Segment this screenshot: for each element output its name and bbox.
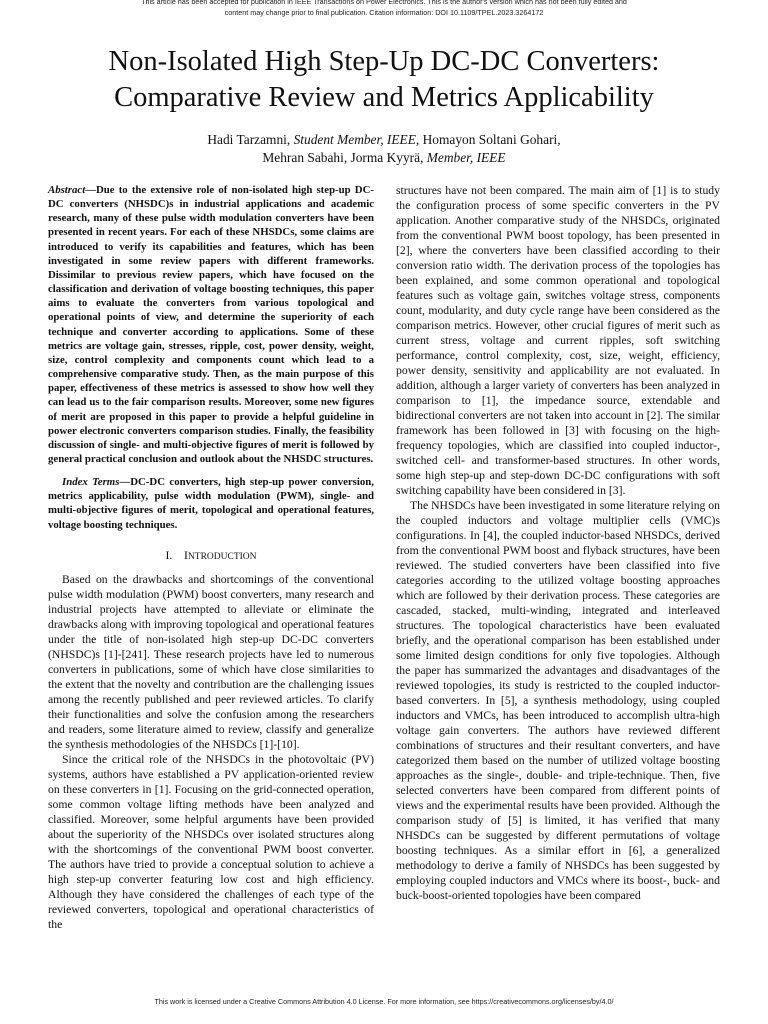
abstract-body: —Due to the extensive role of non-isolated high step-up DC-DC converters (NHSDC)s in industrial applications and academic research, many of these pulse width modulation converters have been presented in recent years. For each of these NHSDCs, some claims are introduced to verify its capabilities and features, which has been investigated in some review papers with different frameworks. Dissimilar to previous review papers, which have focused on the classification and derivation of voltage boosting techniques, this paper aims to evaluate the converters from various topological and operational points of view, and determine the superiority of each technique and converter according to applications. Some of these metrics are voltage gain, stresses, ripple, cost, power density, weight, size, control complexity and components count which lead to a comprehensive comparative study. Then, as the main purpose of this paper, effectiveness of these metrics is assessed to show how well they can lead us to the fair comparison results. Moreover, some new figures of merit are proposed in this paper to provide a helpful guideline in power electronic converters comparison studies. Finally, the feasibility discussion of single- and multi-objective figures of merit is followed by general practical conclusion and outlook about the NHSDC structures.	[48, 184, 374, 465]
body-paragraph: Since the critical role of the NHSDCs in the photovoltaic (PV) systems, authors have established a PV application-oriented review on these converters in [1]. Focusing on the grid-connected operation, some common voltage lifting methods have been analyzed and classified. Moreover, some helpful arguments have been provided about the superiority of the NHSDCs over isolated structures along with the shortcomings of the conventional PWM boost converter. The authors have tried to provide a conceptual solution to achieve a high step-up converter featuring low cost and high efficiency. Although they have considered the challenges of each type of the reviewed converters, topological and operational characteristics of the	[48, 752, 374, 931]
publication-notice-line-1: This article has been accepted for publication in IEEE Transactions on Power Electronics. This is the author's version which has not been fully edited and	[141, 0, 627, 6]
author-name: Hadi Tarzamni,	[207, 132, 294, 147]
abstract	[48, 183, 374, 466]
author-line-1	[0, 131, 768, 149]
body-paragraph: Based on the drawbacks and shortcomings of the conventional pulse width modulation (PWM) boost converters, many research and industrial projects have attempted to alleviate or eliminate the drawbacks along with improving topological and operational features under the title of non-isolated high step-up DC-DC converters (NHSDC)s [1]-[241]. These research projects have led to numerous converters in publications, some of which have close similarities to the extent that the novelty and contribution are the challenging issues among the recently published and peer reviewed articles. To clarify their functionalities and solve the confusion among the researchers and readers, some literature aimed to review, classify and generalize the synthesis methodologies of the NHSDCs [1]-[10].	[48, 572, 374, 751]
section-title-rest: NTRODUCTION	[187, 551, 257, 562]
license-footer: This work is licensed under a Creative Commons Attribution 4.0 License. For more information, see https://creativecommons.org/licenses/by/4.0/	[154, 997, 614, 1006]
author-name: Mehran Sabahi, Jorma Kyyrä,	[262, 150, 427, 165]
body-paragraph: structures have not been compared. The main aim of [1] is to study the configuration process of some specific converters in the PV application. Another comparative study of the NHSDCs, originated from the conventional PWM boost topology, has been presented in [2], where the converters have been classified according to their conversion ratio width. The derivation process of the topologies has been explained, and some common operational and topological features such as voltage gain, switches voltage stress, components count, modularity, and duty cycle range have been considered as the comparison metrics. However, other crucial figures of merit such as current stress, voltage and current ripples, soft switching performance, control complexity, cost, size, weight, efficiency, power density, sensitivity and applicability are not evaluated. In addition, although a larger variety of converters has been analyzed in comparison to [1], the impedance source, extendable and bidirectional converters are not taken into account in [2]. The similar framework has been followed in [3] with focusing on the high-frequency topologies, which are classified into coupled inductor-, switched cell- and transformer-based structures. In other words, some high step-up and step-down DC-DC configurations with soft switching capability have been considered in [3].	[396, 184, 720, 497]
index-terms-body: —DC-DC converters, high step-up power conversion, metrics applicability, pulse width modulation (PWM), single- and multi-objective figures of merit, topological and operational features, voltage boosting techniques.	[48, 476, 374, 531]
paper-title-line-2: Comparative Review and Metrics Applicability	[114, 82, 654, 113]
right-column	[396, 183, 720, 903]
author-membership: Student Member, IEEE	[293, 132, 416, 147]
paper-title	[0, 44, 768, 116]
index-terms	[48, 475, 374, 532]
introduction-body	[48, 572, 374, 932]
author-membership: Member, IEEE	[426, 150, 506, 165]
publication-notice-line-2: content may change prior to final publication. Citation information: DOI 10.1109/TPEL.2023.3264172	[224, 8, 544, 17]
body-paragraph: The NHSDCs have been investigated in some literature relying on the coupled inductors and voltage multiplier cells (VMC)s configurations. In [4], the coupled inductor-based NHSDCs, derived from the conventional PWM boost and flyback structures, have been reviewed. The studied converters have been classified into five categories according to the utilized voltage boosting approaches which are followed by their derivation process. These categories are cascaded, stacked, multi-winding, integrated and interleaved structures. The topological characteristics have been evaluated briefly, and the operational comparison has been established under some limited design conditions for only five topologies. Although the paper has summarized the advantages and disadvantages of the reviewed topologies, its study is restricted to the coupled inductor-based converters. In [5], a synthesis methodology, using coupled inductors and VMCs, has been introduced to accomplish ultra-high voltage gain converters. The authors have reviewed different combinations of structures and their resultant converters, and have categorized them based on the number of utilized voltage boosting approaches as the single-, double- and triple-technique. Then, five selected converters have been compared from different points of views and the experimental results have been provided. Although the comparison study of [5] is limited, it has verified that many NHSDCs can be suggested by different permutations of voltage boosting techniques. As a similar effort in [6], a generalized methodology to derive a family of NHSDCs has been suggested by employing coupled inductors and VMCs where its boost-, buck- and buck-boost-oriented topologies have been compared	[396, 499, 720, 902]
publication-notice	[0, 0, 768, 18]
left-column	[48, 183, 374, 932]
author-name: , Homayon Soltani Gohari,	[415, 132, 561, 147]
section-number: I.	[165, 548, 173, 562]
author-line-2	[0, 149, 768, 167]
abstract-lead: Abstract	[48, 184, 86, 196]
section-heading-introduction	[48, 548, 374, 565]
author-list	[0, 131, 768, 167]
section-title-initial: I	[184, 548, 188, 562]
index-terms-lead: Index Terms	[62, 476, 120, 489]
paper-title-line-1: Non-Isolated High Step-Up DC-DC Converters:	[108, 46, 660, 77]
